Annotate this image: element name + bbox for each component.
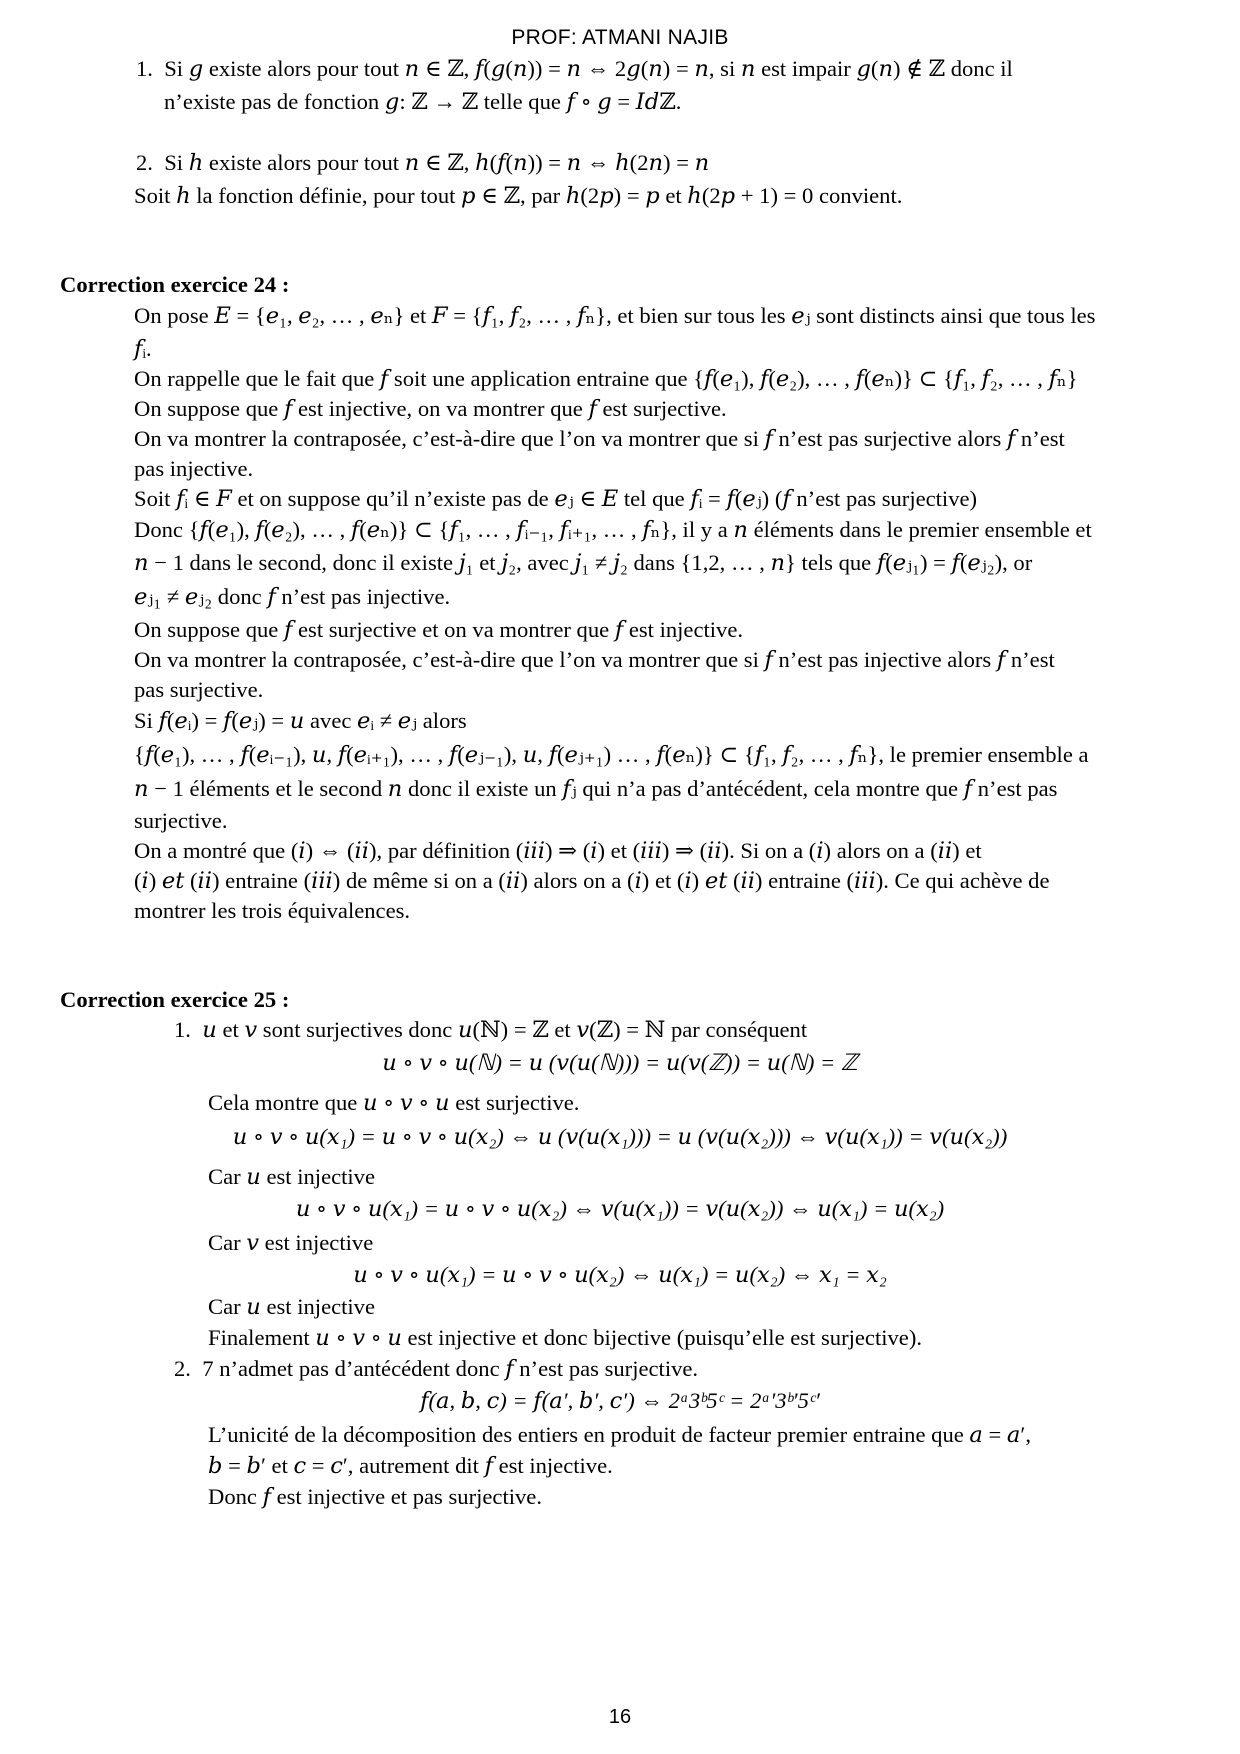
ex24-line: Soit 𝑓ᵢ ∈ 𝐹 et on suppose qu’il n’existe pas de 𝑒ⱼ ∈ 𝐸 tel que 𝑓ᵢ = 𝑓(𝑒ⱼ) (𝑓 n’est pas surjective) <box>134 486 978 511</box>
ex24-line: 𝑛 − 1 éléments et le second 𝑛 donc il existe un 𝑓ⱼ qui n’a pas d’antécédent, cela montre que 𝑓 n’est pas <box>134 776 1058 801</box>
intro-item-2-line-2: Soit ℎ la fonction définie, pour tout 𝑝 ∈ ℤ, par ℎ(2𝑝) = 𝑝 et ℎ(2𝑝 + 1) = 0 convient. <box>134 183 903 208</box>
ex25-line: Finalement 𝑢 ∘ 𝑣 ∘ 𝑢 est injective et donc bijective (puisqu’elle est surjective). <box>208 1325 923 1350</box>
ex25-equation: 𝑢 ∘ 𝑣 ∘ 𝑢(𝑥₁) = 𝑢 ∘ 𝑣 ∘ 𝑢(𝑥₂) ⇔ 𝑢 (𝑣(𝑢(𝑥₁))) = 𝑢 (𝑣(𝑢(𝑥₂))) ⇔ 𝑣(𝑢(𝑥₁)) = 𝑣(𝑢(𝑥₂)) <box>232 1124 1008 1149</box>
ex24-line: On va montrer la contraposée, c’est-à-dire que l’on va montrer que si 𝑓 n’est pas surjective alors 𝑓 n’est <box>134 426 1065 451</box>
intro-item-1-line-2: n’existe pas de fonction 𝑔: ℤ → ℤ telle que 𝑓 ∘ 𝑔 = 𝐼𝑑ℤ. <box>164 89 682 114</box>
ex24-line: (𝑖) 𝑒𝑡 (𝑖𝑖) entraine (𝑖𝑖𝑖) de même si on a (𝑖𝑖) alors on a (𝑖) et (𝑖) 𝑒𝑡 (𝑖𝑖) entraine (𝑖𝑖𝑖). Ce qui achève de <box>134 868 1050 893</box>
ex25-equation: 𝑢 ∘ 𝑣 ∘ 𝑢(𝑥₁) = 𝑢 ∘ 𝑣 ∘ 𝑢(𝑥₂) ⇔ 𝑢(𝑥₁) = 𝑢(𝑥₂) ⇔ 𝑥₁ = 𝑥₂ <box>353 1262 887 1287</box>
ex24-line: Donc {𝑓(𝑒₁), 𝑓(𝑒₂), … , 𝑓(𝑒ₙ)} ⊂ {𝑓₁, … , 𝑓ᵢ₋₁, 𝑓ᵢ₊₁, … , 𝑓ₙ}, il y a 𝑛 éléments dans le premier ensemble et <box>134 517 1092 542</box>
ex25-line: Donc 𝑓 est injective et pas surjective. <box>208 1484 542 1509</box>
ex25-equation: 𝑢 ∘ 𝑣 ∘ 𝑢(ℕ) = 𝑢 (𝑣(𝑢(ℕ))) = 𝑢(𝑣(ℤ)) = 𝑢(ℕ) = ℤ <box>382 1050 858 1075</box>
ex24-line: pas surjective. <box>134 677 264 702</box>
ex24-line: 𝑛 − 1 dans le second, donc il existe 𝑗₁ et 𝑗₂, avec 𝑗₁ ≠ 𝑗₂ dans {1,2, … , 𝑛} tels que 𝑓(𝑒ⱼ₁) = 𝑓(𝑒ⱼ₂), or <box>134 550 1033 575</box>
ex24-line: On suppose que 𝑓 est surjective et on va montrer que 𝑓 est injective. <box>134 617 744 642</box>
ex25-line: Car 𝑢 est injective <box>208 1294 376 1319</box>
ex24-line: surjective. <box>134 808 228 833</box>
ex24-line: pas injective. <box>134 456 254 481</box>
exercise-25-title: Correction exercice 25 : <box>60 987 290 1012</box>
page-header: PROF: ATMANI NAJIB <box>511 26 729 49</box>
ex25-equation: 𝑓(𝑎, 𝑏, 𝑐) = 𝑓(𝑎′, 𝑏′, 𝑐′) ⇔ 2ᵃ3ᵇ5ᶜ = 2ᵃ′3ᵇ′5ᶜ′ <box>420 1388 820 1413</box>
ex25-line: 2. 7 n’admet pas d’antécédent donc 𝑓 n’est pas surjective. <box>174 1356 699 1381</box>
ex24-line: {𝑓(𝑒₁), … , 𝑓(𝑒ᵢ₋₁), 𝑢, 𝑓(𝑒ᵢ₊₁), … , 𝑓(𝑒ⱼ₋₁), 𝑢, 𝑓(𝑒ⱼ₊₁) … , 𝑓(𝑒ₙ)} ⊂ {𝑓₁, 𝑓₂, … , 𝑓ₙ}, le premier ensemble a <box>134 742 1089 767</box>
ex25-equation: 𝑢 ∘ 𝑣 ∘ 𝑢(𝑥₁) = 𝑢 ∘ 𝑣 ∘ 𝑢(𝑥₂) ⇔ 𝑣(𝑢(𝑥₁)) = 𝑣(𝑢(𝑥₂)) ⇔ 𝑢(𝑥₁) = 𝑢(𝑥₂) <box>295 1196 945 1221</box>
ex24-line: On suppose que 𝑓 est injective, on va montrer que 𝑓 est surjective. <box>134 396 727 421</box>
ex25-line: Cela montre que 𝑢 ∘ 𝑣 ∘ 𝑢 est surjective. <box>208 1090 580 1115</box>
intro-item-2-line-1: 2. Si ℎ existe alors pour tout 𝑛 ∈ ℤ, ℎ(𝑓(𝑛)) = 𝑛 ⇔ ℎ(2𝑛) = 𝑛 <box>136 150 710 175</box>
ex24-line: On va montrer la contraposée, c’est-à-dire que l’on va montrer que si 𝑓 n’est pas injective alors 𝑓 n’est <box>134 647 1055 672</box>
ex24-line: On a montré que (𝑖) ⇔ (𝑖𝑖), par définition (𝑖𝑖𝑖) ⇒ (𝑖) et (𝑖𝑖𝑖) ⇒ (𝑖𝑖). Si on a (𝑖) alors on a (𝑖𝑖) et <box>134 838 982 863</box>
ex25-line: Car 𝑢 est injective <box>208 1164 376 1189</box>
ex24-line: Si 𝑓(𝑒ᵢ) = 𝑓(𝑒ⱼ) = 𝑢 avec 𝑒ᵢ ≠ 𝑒ⱼ alors <box>134 708 467 733</box>
ex25-line: 𝑏 = 𝑏′ et 𝑐 = 𝑐′, autrement dit 𝑓 est injective. <box>208 1453 613 1478</box>
intro-item-1-line-1: 1. Si 𝑔 existe alors pour tout 𝑛 ∈ ℤ, 𝑓(𝑔(𝑛)) = 𝑛 ⇔ 2𝑔(𝑛) = 𝑛, si 𝑛 est impair 𝑔(𝑛) ∉ ℤ donc il <box>136 56 1013 81</box>
ex24-line: montrer les trois équivalences. <box>134 898 411 923</box>
ex24-line: On rappelle que le fait que 𝑓 soit une application entraine que {𝑓(𝑒₁), 𝑓(𝑒₂), … , 𝑓(𝑒ₙ)} ⊂ {𝑓₁, 𝑓₂, … , 𝑓ₙ} <box>134 366 1078 391</box>
ex24-line: 𝑒ⱼ₁ ≠ 𝑒ⱼ₂ donc 𝑓 n’est pas injective. <box>134 584 451 609</box>
ex25-line: L’unicité de la décomposition des entiers en produit de facteur premier entraine que 𝑎 = 𝑎′, <box>208 1422 1031 1447</box>
ex25-line: Car 𝑣 est injective <box>208 1230 374 1255</box>
exercise-24-title: Correction exercice 24 : <box>60 272 290 297</box>
ex24-line: 𝑓ᵢ. <box>134 336 152 361</box>
ex24-line: On pose 𝐸 = {𝑒₁, 𝑒₂, … , 𝑒ₙ} et 𝐹 = {𝑓₁, 𝑓₂, … , 𝑓ₙ}, et bien sur tous les 𝑒ⱼ sont distincts ainsi que tous les <box>134 303 1096 328</box>
ex25-line: 1. 𝑢 et 𝑣 sont surjectives donc 𝑢(ℕ) = ℤ et 𝑣(ℤ) = ℕ par conséquent <box>174 1017 808 1042</box>
page-number: 16 <box>608 1706 632 1728</box>
